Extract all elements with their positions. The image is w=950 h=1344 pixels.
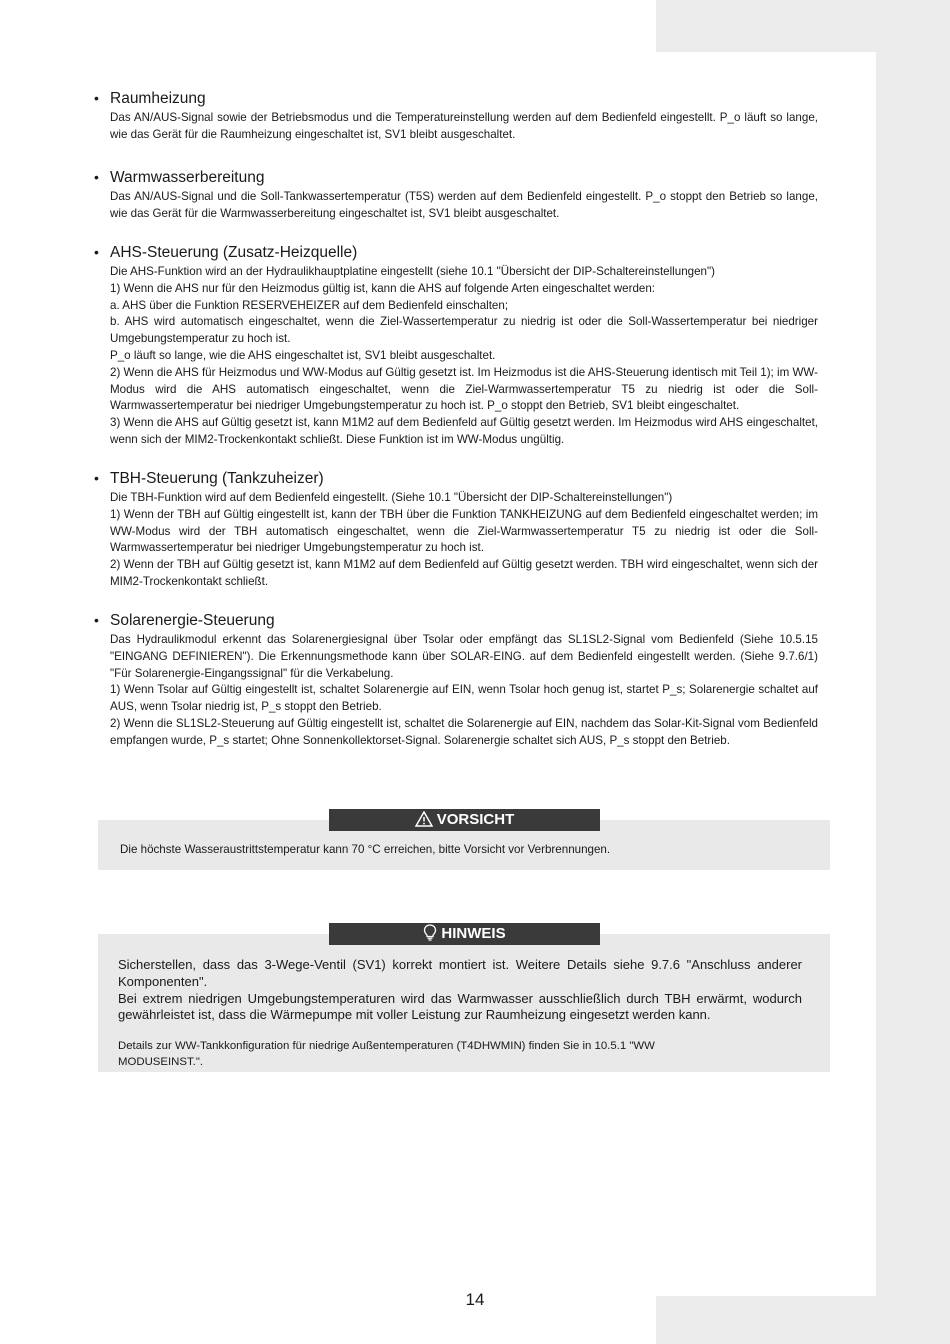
section-heading: AHS-Steuerung (Zusatz-Heizquelle) [110,244,358,261]
section-paragraph: 2) Wenn die SL1SL2-Steuerung auf Gültig eingestellt ist, schaltet die Solarenergie auf EIN, nachdem das Solar-Kit-Signal vom Bedienfeld empfangen wurde, P_s startet; Ohne Sonnenkollektorset-Signal. Solarenergie schaltet sich AUS, P_s stoppt den Betrieb. [110,716,818,747]
section-raumheizung [94,88,818,144]
section-paragraph: 1) Wenn Tsolar auf Gültig eingestellt ist, schaltet Solarenergie auf EIN, wenn Tsolar hoch genug ist, startet P_s; Solarenergie schaltet auf AUS, wenn Tsolar niedrig ist, P_s stoppt den Betrieb. [110,683,818,714]
note-text [118,957,802,1024]
caution-label [329,809,600,831]
caution-text: Die höchste Wasseraustrittstemperatur kann 70 °C erreichen, bitte Vorsicht vor Verbrennungen. [120,843,611,856]
section-ahs-steuerung [94,242,818,449]
section-paragraph: Die AHS-Funktion wird an der Hydraulikhauptplatine eingestellt (siehe 10.1 "Übersicht der DIP-Schaltereinstellungen") [110,265,715,278]
section-paragraph: 1) Wenn die AHS nur für den Heizmodus gültig ist, kann die AHS auf folgende Arten eingeschaltet werden: [110,281,656,295]
note-label [329,923,600,945]
section-paragraph: Die TBH-Funktion wird auf dem Bedienfeld eingestellt. (Siehe 10.1 "Übersicht der DIP-Schaltereinstellungen") [110,491,673,504]
bullet: • [94,169,99,185]
section-paragraph: b. AHS wird automatisch eingeschaltet, wenn die Ziel-Wassertemperatur zu niedrig ist oder die Soll-Wassertemperatur bei niedriger Umgebungstemperatur zu hoch ist. [110,315,818,346]
section-paragraph: 3) Wenn die AHS auf Gültig gesetzt ist, kann M1M2 auf dem Bedienfeld auf Gültig gesetzt werden. Im Heizmodus wird AHS eingeschaltet, wenn sich der MIM2-Trockenkontakt schließt. Diese Funktion ist im WW-Modus ungültig. [110,416,819,446]
section-heading: Warmwasserbereitung [110,169,265,186]
note-label-text: HINWEIS [441,925,506,942]
warning-triangle-icon [415,811,433,827]
section-paragraph: a. AHS über die Funktion RESERVEHEIZER auf dem Bedienfeld einschalten; [110,298,509,312]
section-heading: Raumheizung [110,90,206,107]
note-paragraph: Bei extrem niedrigen Umgebungstemperaturen wird das Warmwasser ausschließlich durch TBH erwärmt, wodurch gewährleistet ist, dass die Wärmepumpe mit voller Leistung zur Raumheizung eingesetzt werden kann. [118,990,802,1023]
section-tbh-steuerung [94,468,818,591]
note-paragraph: Sicherstellen, dass das 3-Wege-Ventil (SV1) korrekt montiert ist. Weitere Details siehe 9.7.6 "Anschluss anderer Komponenten". [118,957,802,989]
section-paragraph: 1) Wenn der TBH auf Gültig eingestellt ist, kann der TBH über die Funktion TANKHEIZUNG auf dem Bedienfeld eingeschaltet werden; im WW-Modus wird der TBH automatisch eingeschaltet, wenn die Ziel-Warmwassertemperatur T5 zu niedrig ist oder die Soll-Warmwassertemperatur bei niedriger Umgebungstemperatur zu hoch ist. [110,507,818,555]
caution-label-text: VORSICHT [436,811,515,828]
section-heading: TBH-Steuerung (Tankzuheizer) [110,470,324,487]
section-solarenergie-steuerung [94,610,818,750]
section-heading: Solarenergie-Steuerung [110,612,275,629]
bullet: • [94,612,99,628]
bullet: • [94,90,99,106]
section-warmwasserbereitung [94,167,818,223]
section-paragraph: Das AN/AUS-Signal und die Soll-Tankwassertemperatur (T5S) werden auf dem Bedienfeld eingestellt. P_o stoppt den Betrieb so lange, wie das Gerät für die Warmwasserbereitung eingeschaltet ist, SV1 bleibt ausgeschaltet. [110,190,818,220]
page-tab-top [656,0,950,52]
page-number: 14 [465,1290,485,1309]
section-paragraph: 2) Wenn die AHS für Heizmodus und WW-Modus auf Gültig gesetzt ist. Im Heizmodus ist die AHS-Steuerung identisch mit Teil 1); im WW-Modus wird die AHS automatisch eingeschaltet, wenn die Ziel-Warmwassertemperatur T5 zu niedrig ist oder die Soll-Warmwassertemperatur bei niedriger Umgebungstemperatur zu hoch ist. P_o stoppt den Betrieb, SV1 bleibt eingeschaltet. [110,365,818,413]
lightbulb-icon [423,924,437,941]
section-paragraph: P_o läuft so lange, wie die AHS eingeschaltet ist, SV1 bleibt ausgeschaltet. [110,348,496,362]
section-paragraph: Das Hydraulikmodul erkennt das Solarenergiesignal über Tsolar oder empfängt das SL1SL2-Signal vom Bedienfeld (Siehe 10.5.15 "EINGANG DEFINIEREN"). Die Erkennungsmethode kann über SOLAR-EING. auf dem Bedienfeld eingestellt werden. (Siehe 9.7.6/1) "Für Solarenergie-Eingangssignal" für die Verkabelung. [110,633,818,680]
note-small-text: Details zur WW-Tankkonfiguration für niedrige Außentemperaturen (T4DHWMIN) finden Sie in 10.5.1 "WW MODUSEINST.". [118,1040,655,1068]
section-paragraph: 2) Wenn der TBH auf Gültig gesetzt ist, kann M1M2 auf dem Bedienfeld auf Gültig gesetzt werden. TBH wird eingeschaltet, wenn sich der MIM2-Trockenkontakt schließt. [110,558,818,588]
bullet: • [94,470,99,486]
page-tab-side [876,52,950,1296]
section-paragraph: Das AN/AUS-Signal sowie der Betriebsmodus und die Temperatureinstellung werden auf dem Bedienfeld eingestellt. P_o läuft so lange, wie das Gerät für die Raumheizung eingeschaltet ist, SV1 bleibt ausgeschaltet. [110,111,818,141]
bullet: • [94,244,99,260]
